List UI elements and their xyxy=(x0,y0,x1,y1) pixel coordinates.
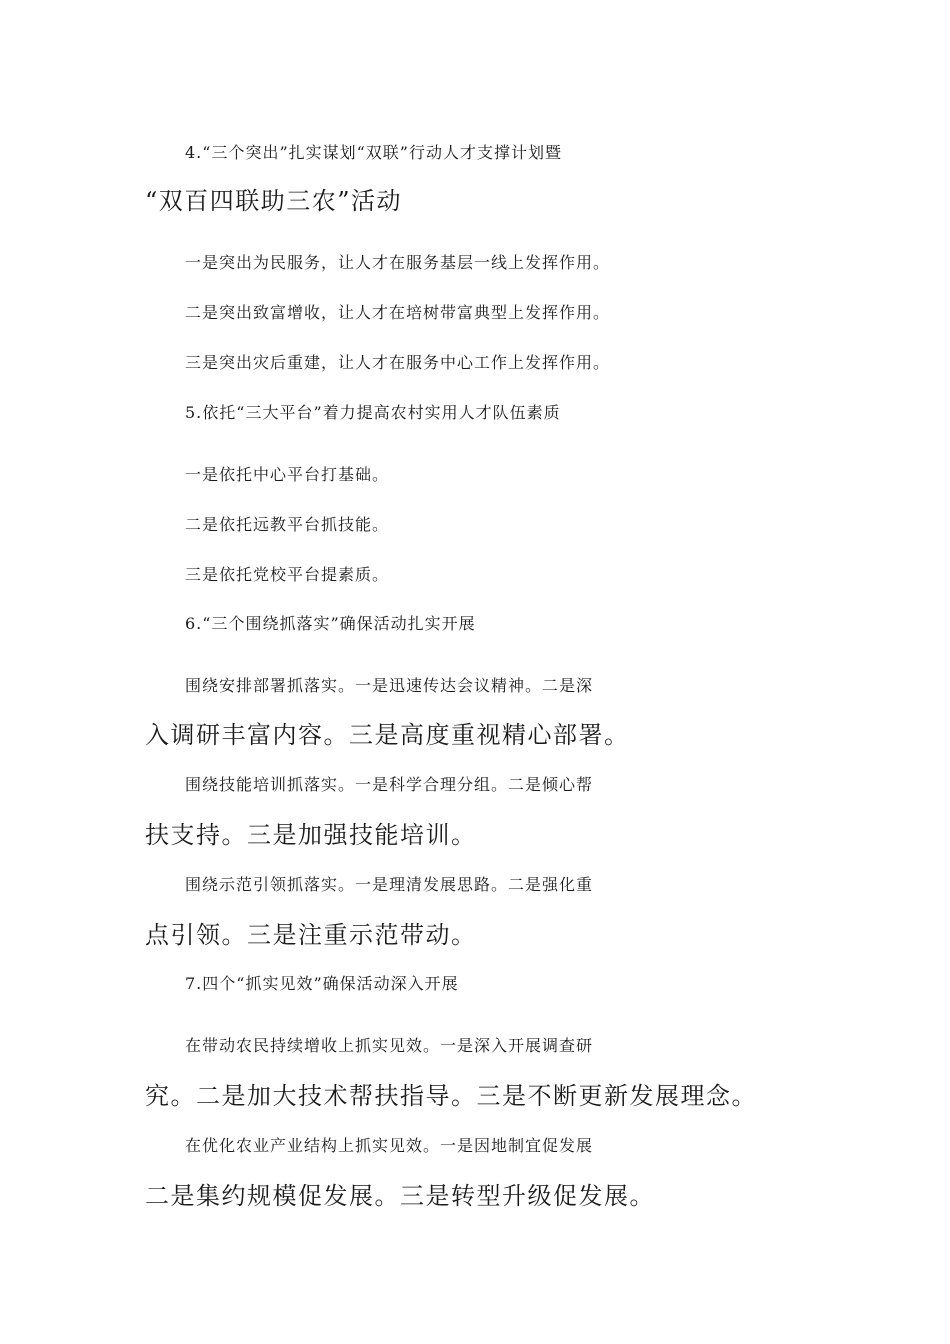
heading-6: 6.“三个围绕抓落实”确保活动扎实开展 xyxy=(185,614,476,633)
heading-7: 7.四个“抓实见效”确保活动深入开展 xyxy=(185,974,459,993)
section-6-paragraph-3-line-2: 点引领。三是注重示范带动。 xyxy=(145,921,477,949)
section-4-item-3: 三是突出灾后重建，让人才在服务中心工作上发挥作用。 xyxy=(185,353,611,372)
section-5-item-1: 一是依托中心平台打基础。 xyxy=(185,465,390,484)
section-6-paragraph-2-line-2: 扶支持。三是加强技能培训。 xyxy=(145,821,477,849)
section-7-paragraph-2-line-1: 在优化农业产业结构上抓实见效。一是因地制宜促发展 xyxy=(185,1136,594,1155)
heading-4-line-2: “双百四联助三农”活动 xyxy=(145,187,403,215)
section-4-item-1: 一是突出为民服务，让人才在服务基层一线上发挥作用。 xyxy=(185,253,611,272)
heading-4-line-1: 4.“三个突出”扎实谋划“双联”行动人才支撑计划暨 xyxy=(185,143,562,162)
section-7-paragraph-1-line-1: 在带动农民持续增收上抓实见效。一是深入开展调查研 xyxy=(185,1036,594,1055)
section-5-item-2: 二是依托远教平台抓技能。 xyxy=(185,515,390,534)
heading-5: 5.依托“三大平台”着力提高农村实用人才队伍素质 xyxy=(185,403,561,422)
section-6-paragraph-1-line-1: 围绕安排部署抓落实。一是迅速传达会议精神。二是深 xyxy=(185,676,594,695)
section-5-item-3: 三是依托党校平台提素质。 xyxy=(185,565,390,584)
section-6-paragraph-1-line-2: 入调研丰富内容。三是高度重视精心部署。 xyxy=(145,721,630,749)
section-7-paragraph-2-line-2: 二是集约规模促发展。三是转型升级促发展。 xyxy=(145,1182,655,1210)
section-6-paragraph-2-line-1: 围绕技能培训抓落实。一是科学合理分组。二是倾心帮 xyxy=(185,775,594,794)
section-4-item-2: 二是突出致富增收，让人才在培树带富典型上发挥作用。 xyxy=(185,303,611,322)
section-7-paragraph-1-line-2: 究。二是加大技术帮扶指导。三是不断更新发展理念。 xyxy=(145,1082,757,1110)
section-6-paragraph-3-line-1: 围绕示范引领抓落实。一是理清发展思路。二是强化重 xyxy=(185,875,594,894)
